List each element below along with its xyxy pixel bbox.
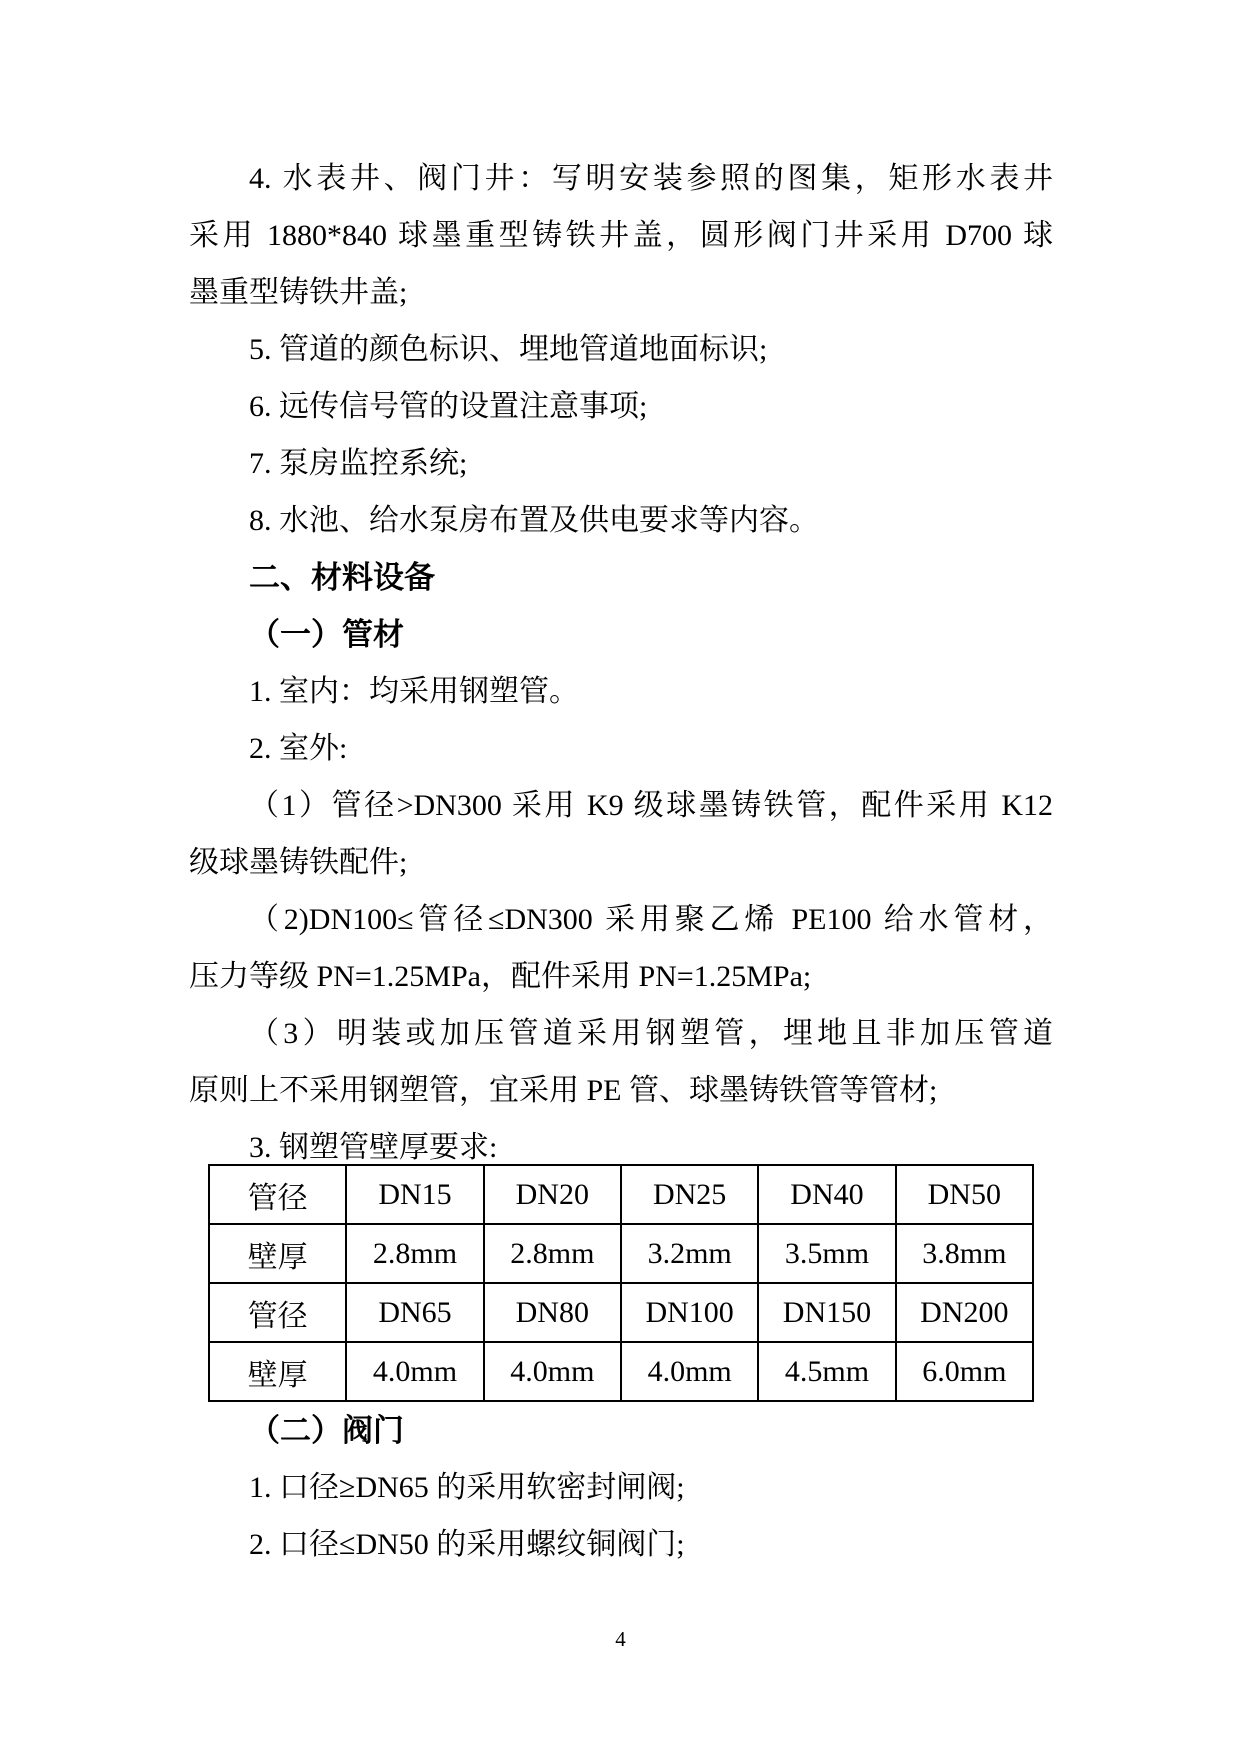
text-line: 级球墨铸铁配件; xyxy=(189,846,408,879)
pipes-item-2-outdoor xyxy=(189,720,1053,777)
value-cell: 6.0mm xyxy=(896,1342,1033,1401)
text-line: 2. 室外: xyxy=(249,732,348,765)
text-line: 1. 室内：均采用钢塑管。 xyxy=(249,675,579,708)
table-row xyxy=(209,1342,1033,1401)
value-cell: 4.0mm xyxy=(484,1342,621,1401)
text-line: （2)DN100≤管径≤DN300 采用聚乙烯 PE100 给水管材， xyxy=(249,903,1053,936)
item-4-water-meter-wells xyxy=(189,150,1053,321)
subsection-1-pipes xyxy=(189,606,1053,663)
value-cell: 4.0mm xyxy=(346,1342,483,1401)
value-cell: 4.5mm xyxy=(758,1342,895,1401)
outdoor-sub-2-pe100 xyxy=(189,891,1053,1005)
row-header-cell: 壁厚 xyxy=(209,1224,346,1283)
text-line: 原则上不采用钢塑管，宜采用 PE 管、球墨铸铁管等管材; xyxy=(189,1074,938,1107)
table-row xyxy=(209,1283,1033,1342)
text-line: （3）明装或加压管道采用钢塑管，埋地且非加压管道 xyxy=(249,1017,1053,1050)
text-line: 压力等级 PN=1.25MPa，配件采用 PN=1.25MPa; xyxy=(189,960,812,993)
value-cell: 3.2mm xyxy=(621,1224,758,1283)
value-cell: 3.8mm xyxy=(896,1224,1033,1283)
row-header-cell: 管径 xyxy=(209,1165,346,1224)
text-line: 5. 管道的颜色标识、埋地管道地面标识; xyxy=(249,333,768,366)
text-line: 1. 口径≥DN65 的采用软密封闸阀; xyxy=(249,1471,685,1504)
item-5-pipe-color-marking xyxy=(189,321,1053,378)
value-cell: DN100 xyxy=(621,1283,758,1342)
table-row xyxy=(209,1224,1033,1283)
value-cell: DN80 xyxy=(484,1283,621,1342)
value-cell: 2.8mm xyxy=(346,1224,483,1283)
valves-item-1-gate-valve xyxy=(189,1459,1053,1516)
row-header-cell: 管径 xyxy=(209,1283,346,1342)
page-number: 4 xyxy=(615,1627,626,1651)
value-cell: DN40 xyxy=(758,1165,895,1224)
value-cell: DN20 xyxy=(484,1165,621,1224)
value-cell: DN150 xyxy=(758,1283,895,1342)
value-cell: DN200 xyxy=(896,1283,1033,1342)
wall-thickness-table xyxy=(208,1164,1034,1402)
text-line: 2. 口径≤DN50 的采用螺纹铜阀门; xyxy=(249,1528,685,1561)
heading-line: （二）阀门 xyxy=(249,1413,404,1448)
heading-line: （一）管材 xyxy=(249,617,404,652)
outdoor-sub-3-steel-plastic xyxy=(189,1005,1053,1119)
text-line: 7. 泵房监控系统; xyxy=(249,447,468,480)
text-line: 采用 1880*840 球墨重型铸铁井盖，圆形阀门井采用 D700 球 xyxy=(189,219,1053,252)
value-cell: DN65 xyxy=(346,1283,483,1342)
content xyxy=(189,150,1053,1573)
value-cell: 2.8mm xyxy=(484,1224,621,1283)
value-cell: DN15 xyxy=(346,1165,483,1224)
text-line: 3. 钢塑管壁厚要求: xyxy=(249,1131,498,1164)
heading-line: 二、材料设备 xyxy=(249,560,435,595)
item-8-pool-pump-room xyxy=(189,492,1053,549)
item-6-signal-pipe xyxy=(189,378,1053,435)
text-line: 8. 水池、给水泵房布置及供电要求等内容。 xyxy=(249,504,819,537)
value-cell: 3.5mm xyxy=(758,1224,895,1283)
text-line: 4. 水表井、阀门井：写明安装参照的图集，矩形水表井 xyxy=(249,162,1053,195)
subsection-2-valves xyxy=(189,1402,1053,1459)
item-7-pump-room-monitoring xyxy=(189,435,1053,492)
text-line: 6. 远传信号管的设置注意事项; xyxy=(249,390,648,423)
text-line: 墨重型铸铁井盖; xyxy=(189,276,408,309)
value-cell: 4.0mm xyxy=(621,1342,758,1401)
section-2-materials-equipment xyxy=(189,549,1053,606)
pipes-item-1-indoor xyxy=(189,663,1053,720)
text-line: （1）管径>DN300 采用 K9 级球墨铸铁管，配件采用 K12 xyxy=(249,789,1053,822)
value-cell: DN50 xyxy=(896,1165,1033,1224)
valves-item-2-brass-valve xyxy=(189,1516,1053,1573)
value-cell: DN25 xyxy=(621,1165,758,1224)
outdoor-sub-1-ductile-iron xyxy=(189,777,1053,891)
row-header-cell: 壁厚 xyxy=(209,1342,346,1401)
